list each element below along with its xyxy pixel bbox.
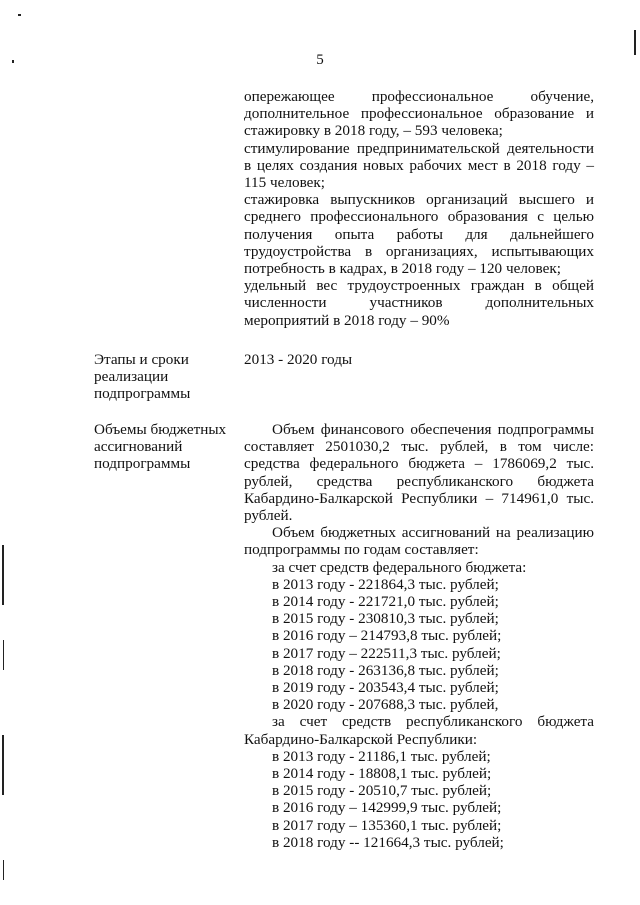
text-line: за счет средств федерального бюджета:	[272, 558, 527, 576]
text-line: стажировку в 2018 году, – 593 человека;	[244, 122, 503, 140]
text-line: средства федерального бюджета – 1786069,2 тыс.	[244, 455, 594, 473]
scan-mark	[12, 60, 14, 63]
budget-label-line: Объемы бюджетных	[94, 421, 227, 438]
text-line: мероприятий в 2018 году – 90%	[244, 311, 450, 329]
text-line: составляет 2501030,2 тыс. рублей, в том числе:	[244, 438, 594, 456]
scan-mark	[2, 735, 4, 795]
text-line: рублей.	[244, 507, 293, 525]
scan-mark	[3, 640, 4, 670]
text-line: трудоустройства в организациях, испытывающих	[244, 242, 594, 260]
stages-value-text: 2013 - 2020 годы	[244, 351, 353, 368]
text-line: удельный вес трудоустроенных граждан в общей	[244, 277, 594, 295]
scan-mark	[3, 860, 4, 880]
text-line: в целях создания новых рабочих мест в 2018 году –	[244, 156, 594, 174]
text-line: в 2019 году - 203543,4 тыс. рублей;	[272, 679, 499, 697]
stages-label-line: реализации	[94, 368, 169, 386]
text-line: в 2018 году - 263136,8 тыс. рублей;	[272, 661, 499, 679]
text-line: Кабардино-Балкарской Республики – 714961,0 тыс.	[244, 489, 594, 507]
text-line: стимулирование предпринимательской деятельности	[244, 139, 594, 157]
text-line: получения опыта работы для дальнейшего	[244, 225, 594, 243]
text-line: в 2017 году – 135360,1 тыс. рублей;	[272, 816, 502, 834]
stages-label	[94, 351, 234, 403]
text-line: в 2014 году - 18808,1 тыс. рублей;	[272, 765, 492, 783]
stages-label-line: подпрограммы	[94, 385, 191, 403]
scan-mark	[2, 545, 4, 605]
text-line: в 2017 году – 222511,3 тыс. рублей;	[272, 644, 501, 662]
stages-value	[244, 351, 594, 368]
page-number: 5	[316, 52, 324, 68]
text-line: за счет средств республиканского бюджета	[272, 713, 594, 731]
text-line: подпрограммы по годам составляет:	[244, 541, 479, 559]
text-line: в 2020 году - 207688,3 тыс. рублей,	[272, 696, 499, 714]
text-line: в 2018 году -- 121664,3 тыс. рублей;	[272, 833, 504, 851]
text-line: потребность в кадрах, в 2018 году – 120 человек;	[244, 260, 561, 278]
text-line: рублей, средства республиканского бюджета	[244, 472, 594, 490]
text-line: опережающее профессиональное обучение,	[244, 88, 594, 105]
text-line: в 2016 году – 142999,9 тыс. рублей;	[272, 799, 502, 817]
stages-label-line: Этапы и сроки	[94, 351, 189, 368]
text-line: стажировка выпускников организаций высшего и	[244, 191, 594, 209]
targets-block	[244, 88, 594, 329]
budget-label-line: ассигнований	[94, 438, 183, 456]
scan-mark	[18, 14, 21, 16]
scan-mark	[634, 30, 636, 55]
text-line: среднего профессионального образования с целью	[244, 208, 594, 226]
budget-label	[94, 421, 234, 473]
text-line: в 2015 году - 20510,7 тыс. рублей;	[272, 782, 492, 800]
text-line: в 2014 году - 221721,0 тыс. рублей;	[272, 593, 499, 611]
text-line: Объем финансового обеспечения подпрограммы	[272, 421, 594, 438]
text-line: 115 человек;	[244, 174, 325, 192]
text-line: Объем бюджетных ассигнований на реализацию	[272, 524, 594, 542]
text-line: в 2013 году - 21186,1 тыс. рублей;	[272, 747, 491, 765]
text-line: в 2015 году - 230810,3 тыс. рублей;	[272, 610, 499, 628]
text-line: Кабардино-Балкарской Республики:	[244, 730, 478, 748]
text-line: численности участников дополнительных	[244, 294, 594, 312]
budget-label-line: подпрограммы	[94, 455, 191, 473]
text-line: в 2016 году – 214793,8 тыс. рублей;	[272, 627, 502, 645]
budget-block	[244, 421, 594, 851]
text-line: в 2013 году - 221864,3 тыс. рублей;	[272, 575, 499, 593]
text-line: дополнительное профессиональное образование и	[244, 105, 594, 123]
